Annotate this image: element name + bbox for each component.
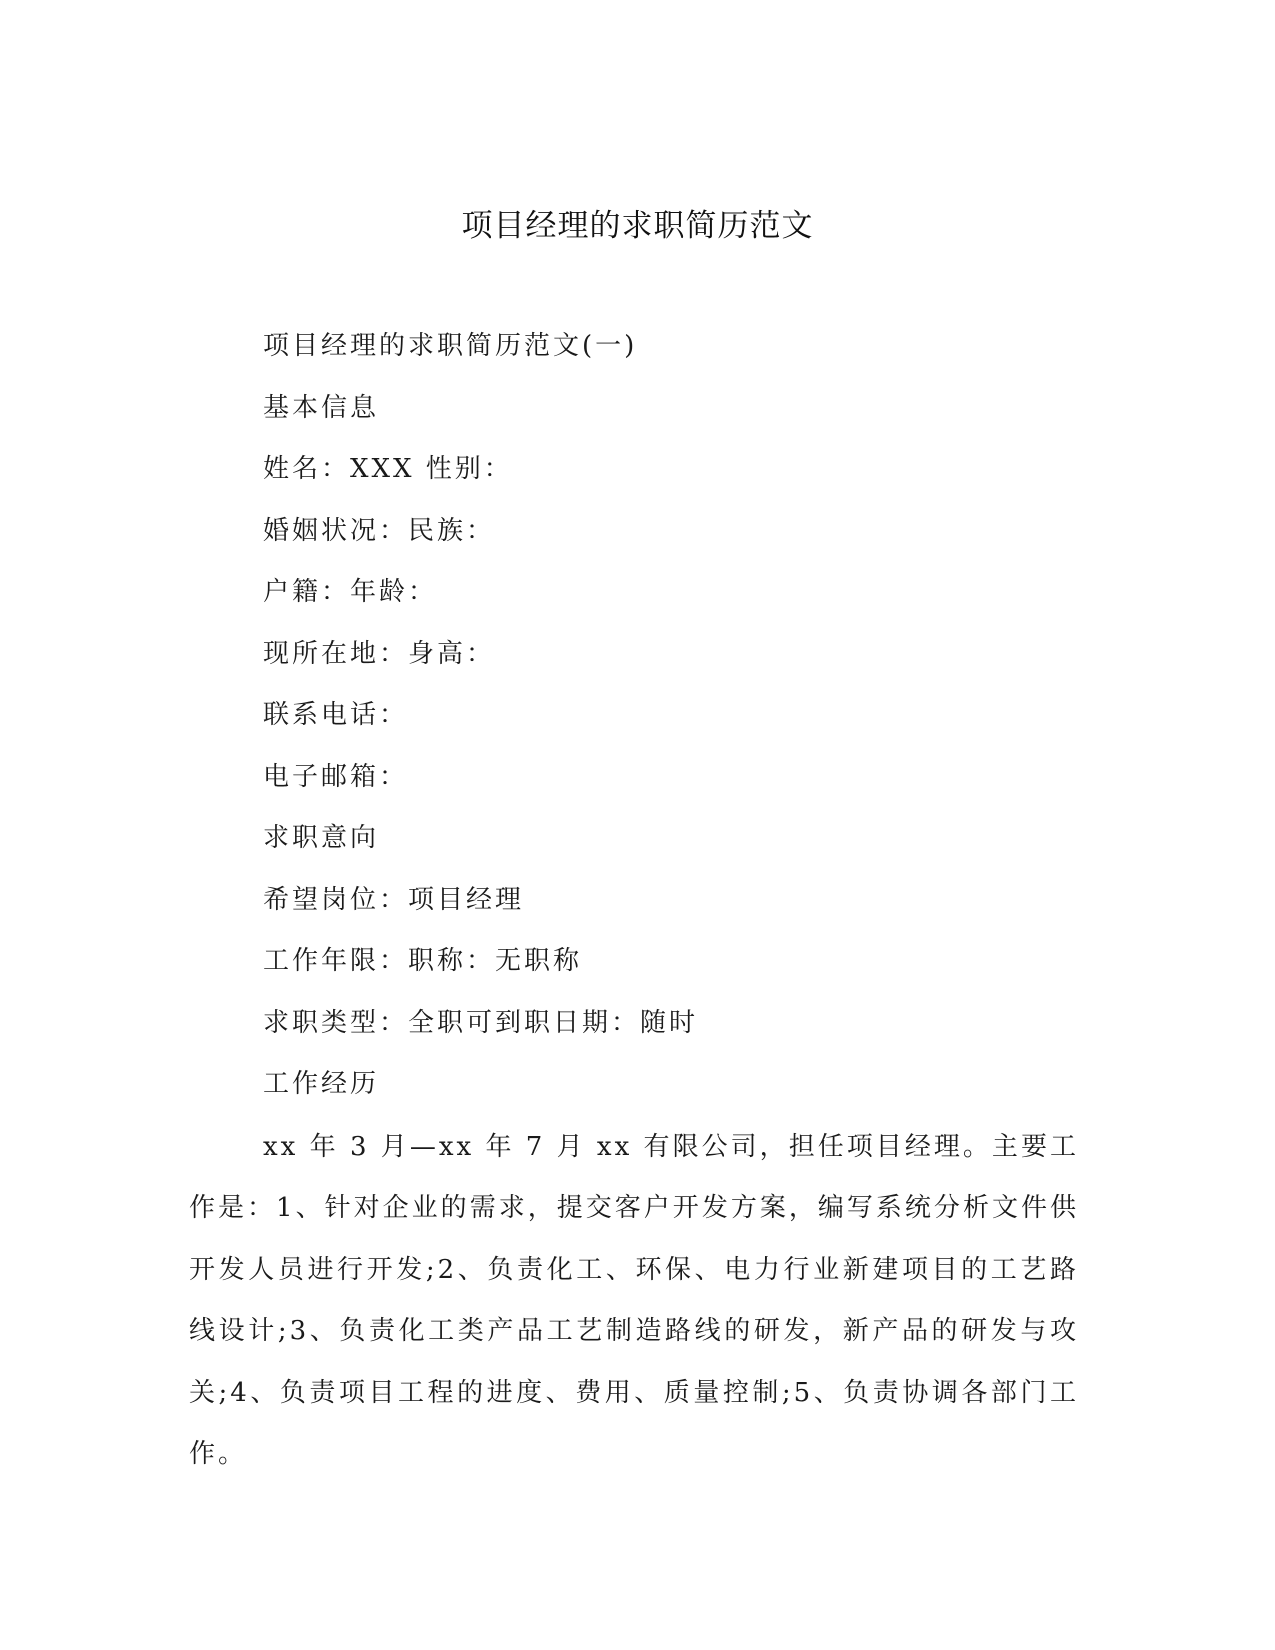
section-heading-work-experience: 工作经历	[263, 1069, 380, 1099]
work-experience-paragraph: xx 年 3 月—xx 年 7 月 xx 有限公司，担任项目经理。主要工作是：1、针对企业的需求，提交客户开发方案，编写系统分析文件供开发人员进行开发;2、负责化工、环保、电力行业新建项目的工艺路线设计;3、负责化工类产品工艺制造路线的研发，新产品的研发与攻关;4、负责项目工程的进度、费用、质量控制;5、负责协调各部门工作。	[189, 1131, 1079, 1469]
field-email: 电子邮箱：	[263, 761, 409, 792]
field-marital-ethnicity: 婚姻状况：民族：	[263, 515, 496, 546]
document-body	[189, 331, 1079, 1486]
field-household-age: 户籍：年龄：	[263, 577, 438, 607]
field-desired-position: 希望岗位：项目经理	[263, 884, 525, 915]
field-job-type-availability: 求职类型：全职可到职日期：随时	[263, 1007, 699, 1038]
document-title: 项目经理的求职简历范文	[461, 208, 814, 244]
section-heading-resume-one: 项目经理的求职简历范文(一)	[263, 331, 638, 361]
field-years-title: 工作年限：职称：无职称	[263, 946, 583, 976]
section-heading-basic-info: 基本信息	[263, 392, 380, 423]
field-location-height: 现所在地：身高：	[263, 638, 496, 669]
field-name-gender: 姓名：XXX 性别：	[263, 454, 513, 484]
section-heading-job-intention: 求职意向	[263, 823, 380, 853]
field-phone: 联系电话：	[263, 700, 409, 730]
